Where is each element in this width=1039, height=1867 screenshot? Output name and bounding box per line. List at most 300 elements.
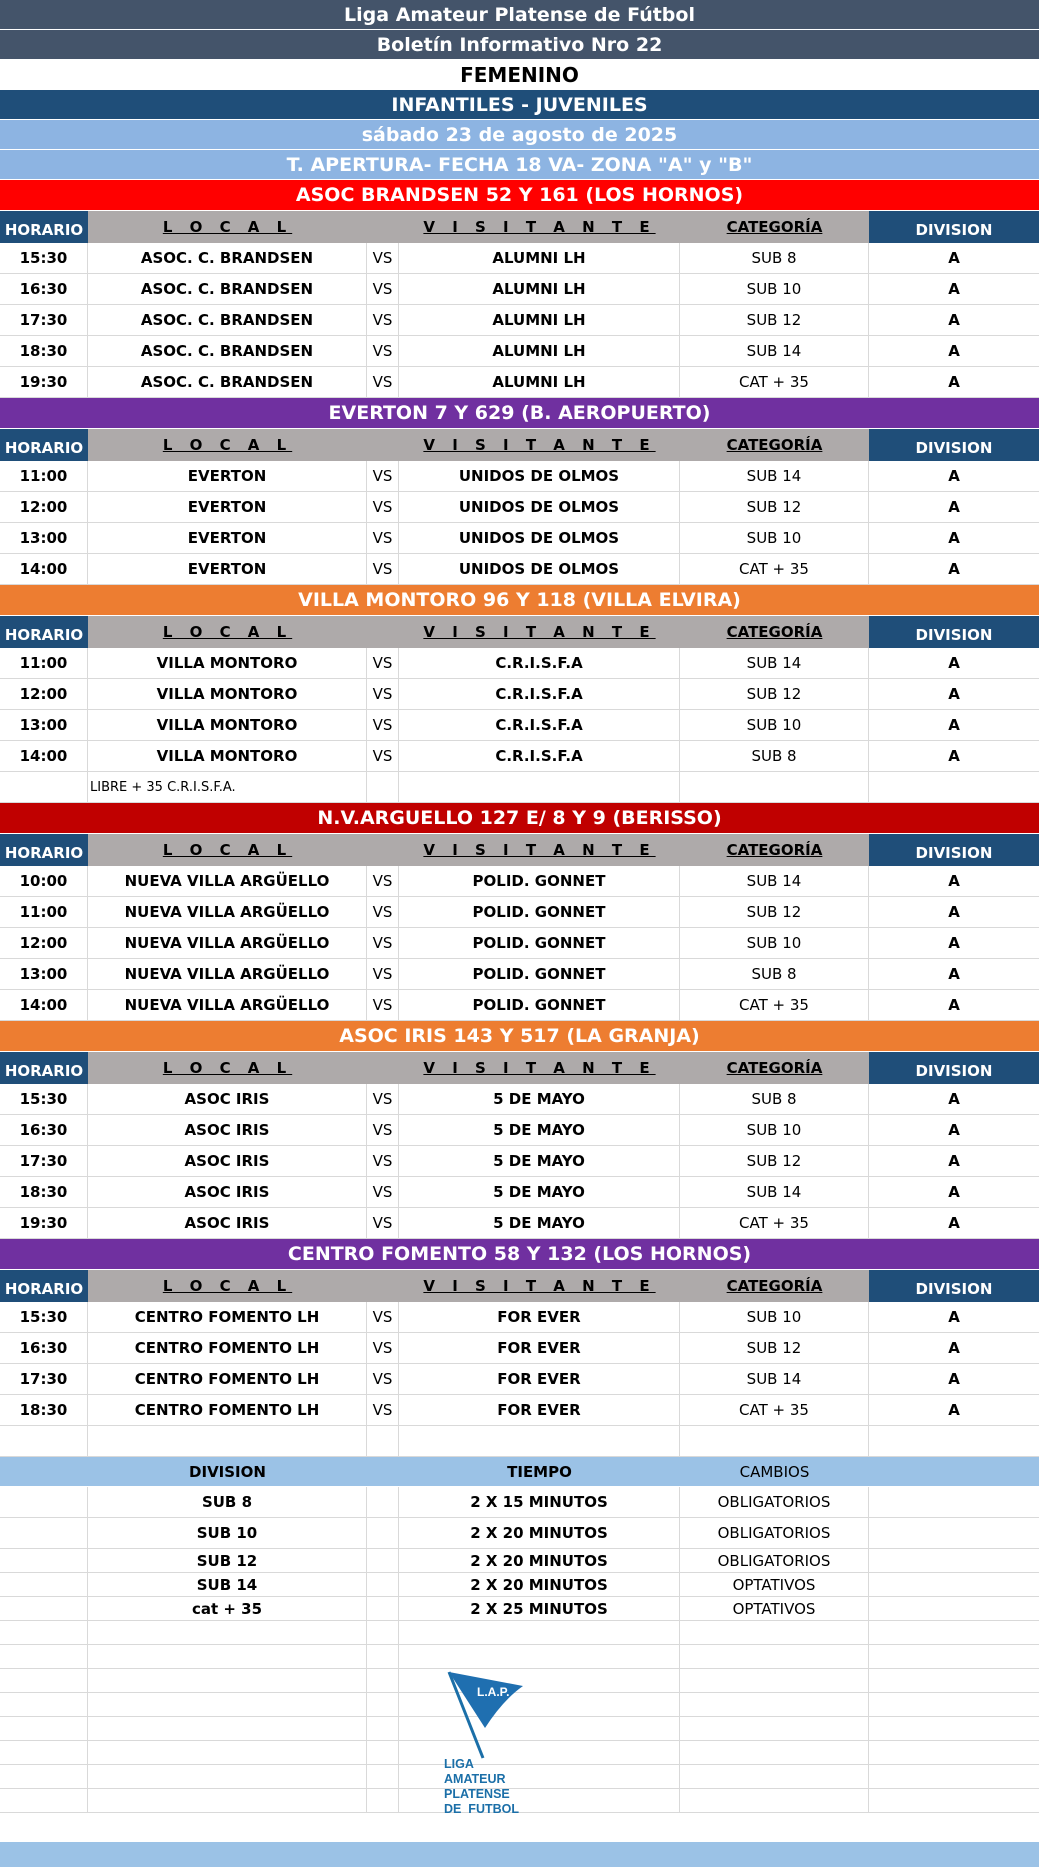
empty-cell (869, 1457, 1039, 1486)
header-local: L O C A L (88, 834, 367, 866)
match-time: 18:30 (0, 1395, 88, 1425)
match-time: 12:00 (0, 928, 88, 958)
header-division: DIVISION (869, 1270, 1039, 1302)
summary-row (0, 1549, 1039, 1573)
bye-note-row (0, 772, 1039, 803)
empty-cell (367, 1669, 399, 1692)
empty-cell (88, 1717, 367, 1740)
summary-changes: OBLIGATORIOS (680, 1487, 869, 1517)
match-division: A (948, 1121, 960, 1139)
match-local: VILLA MONTORO (88, 741, 367, 771)
empty-cell (869, 1426, 1039, 1456)
empty-cell (869, 1669, 1039, 1692)
header-local: L O C A L (88, 429, 367, 461)
flag-text: L.A.P. (477, 1685, 510, 1699)
tournament-info: T. APERTURA- FECHA 18 VA- ZONA "A" y "B" (0, 150, 1039, 180)
match-category: SUB 10 (680, 928, 869, 958)
bulletin-number: Boletín Informativo Nro 22 (0, 30, 1039, 60)
summary-header-changes: CAMBIOS (739, 1462, 810, 1481)
match-category: SUB 12 (680, 897, 869, 927)
match-vs: VS (367, 1364, 399, 1394)
match-division: A (948, 467, 960, 485)
empty-cell (88, 1426, 367, 1456)
match-vs: VS (367, 710, 399, 740)
header-local: L O C A L (88, 1052, 367, 1084)
match-category: CAT + 35 (680, 367, 869, 397)
empty-cell (869, 1597, 1039, 1620)
empty-cell (869, 1549, 1039, 1572)
table-row (0, 1084, 1039, 1115)
match-category: SUB 14 (680, 648, 869, 678)
match-local: ASOC. C. BRANDSEN (88, 274, 367, 304)
summary-changes: OBLIGATORIOS (680, 1518, 869, 1548)
match-time: 13:00 (0, 710, 88, 740)
match-visitor: FOR EVER (399, 1333, 680, 1363)
header-category: CATEGORÍA (680, 616, 869, 648)
match-vs: VS (367, 523, 399, 553)
match-division: A (948, 903, 960, 921)
summary-header-time: TIEMPO (507, 1462, 572, 1481)
table-row (0, 1395, 1039, 1426)
match-local: NUEVA VILLA ARGÜELLO (88, 990, 367, 1020)
match-time: 16:30 (0, 1115, 88, 1145)
match-local: EVERTON (88, 523, 367, 553)
match-category: SUB 12 (680, 305, 869, 335)
empty-cell (399, 772, 680, 802)
empty-cell (0, 1693, 88, 1716)
empty-cell (0, 1645, 88, 1668)
match-visitor: FOR EVER (399, 1395, 680, 1425)
match-visitor: POLID. GONNET (399, 928, 680, 958)
empty-cell (88, 1669, 367, 1692)
match-local: ASOC IRIS (88, 1177, 367, 1207)
match-vs: VS (367, 1084, 399, 1114)
match-local: EVERTON (88, 492, 367, 522)
match-vs: VS (367, 461, 399, 491)
empty-cell (367, 772, 399, 802)
table-row (0, 679, 1039, 710)
logo-line: PLATENSE (444, 1787, 510, 1801)
empty-cell (0, 1621, 88, 1644)
header-local: L O C A L (88, 1270, 367, 1302)
match-division: A (948, 529, 960, 547)
match-vs: VS (367, 866, 399, 896)
match-category: CAT + 35 (680, 1208, 869, 1238)
table-row (0, 1208, 1039, 1239)
table-header-row (0, 429, 1039, 461)
match-visitor: ALUMNI LH (399, 336, 680, 366)
match-visitor: UNIDOS DE OLMOS (399, 492, 680, 522)
logo-line: DE FUTBOL (444, 1802, 519, 1816)
match-date: sábado 23 de agosto de 2025 (0, 120, 1039, 150)
match-division: A (948, 747, 960, 765)
match-division: A (948, 311, 960, 329)
table-header-row (0, 1052, 1039, 1084)
table-row (0, 1146, 1039, 1177)
match-division: A (948, 280, 960, 298)
header-visitor: V I S I T A N T E (399, 429, 680, 461)
match-time: 14:00 (0, 990, 88, 1020)
empty-cell (869, 1789, 1039, 1812)
match-category: CAT + 35 (680, 1395, 869, 1425)
empty-cell (367, 1645, 399, 1668)
match-time: 13:00 (0, 523, 88, 553)
venue-title: CENTRO FOMENTO 58 Y 132 (LOS HORNOS) (0, 1239, 1039, 1270)
match-local: EVERTON (88, 461, 367, 491)
venue-title: VILLA MONTORO 96 Y 118 (VILLA ELVIRA) (0, 585, 1039, 616)
summary-time: 2 X 15 MINUTOS (399, 1487, 680, 1517)
match-visitor: C.R.I.S.F.A (399, 679, 680, 709)
empty-cell (399, 1645, 680, 1668)
header-vs (367, 616, 399, 648)
table-row (0, 959, 1039, 990)
category-group: INFANTILES - JUVENILES (0, 90, 1039, 120)
header-division: DIVISION (869, 211, 1039, 243)
header-time: HORARIO (0, 834, 88, 866)
header-vs (367, 1052, 399, 1084)
match-time: 18:30 (0, 1177, 88, 1207)
match-local: VILLA MONTORO (88, 710, 367, 740)
header-division: DIVISION (869, 834, 1039, 866)
match-local: VILLA MONTORO (88, 679, 367, 709)
empty-cell (869, 1621, 1039, 1644)
header-vs (367, 1270, 399, 1302)
spacer-row (0, 1426, 1039, 1457)
match-vs: VS (367, 679, 399, 709)
empty-cell (88, 1645, 367, 1668)
match-local: EVERTON (88, 554, 367, 584)
match-category: SUB 8 (680, 243, 869, 273)
match-category: SUB 8 (680, 959, 869, 989)
table-row (0, 928, 1039, 959)
empty-cell (88, 1693, 367, 1716)
table-row (0, 1302, 1039, 1333)
summary-changes: OPTATIVOS (680, 1597, 869, 1620)
empty-cell (0, 1426, 88, 1456)
match-time: 19:30 (0, 1208, 88, 1238)
logo-line: LIGA (444, 1757, 474, 1771)
match-division: A (948, 996, 960, 1014)
empty-cell (399, 1426, 680, 1456)
empty-cell (680, 1669, 869, 1692)
empty-cell (88, 1621, 367, 1644)
match-time: 16:30 (0, 274, 88, 304)
match-time: 17:30 (0, 1146, 88, 1176)
match-time: 15:30 (0, 1302, 88, 1332)
empty-cell (680, 1426, 869, 1456)
match-visitor: FOR EVER (399, 1364, 680, 1394)
match-vs: VS (367, 305, 399, 335)
empty-cell (869, 1693, 1039, 1716)
empty-cell (869, 1645, 1039, 1668)
match-category: SUB 10 (680, 274, 869, 304)
empty-cell (88, 1789, 367, 1812)
match-division: A (948, 934, 960, 952)
match-time: 15:30 (0, 243, 88, 273)
match-visitor: UNIDOS DE OLMOS (399, 554, 680, 584)
bye-note: LIBRE + 35 C.R.I.S.F.A. (88, 772, 367, 802)
header-time: HORARIO (0, 211, 88, 243)
pennant-flag-icon (441, 1670, 541, 1760)
match-division: A (948, 1370, 960, 1388)
table-row (0, 1115, 1039, 1146)
match-vs: VS (367, 1208, 399, 1238)
match-local: ASOC IRIS (88, 1084, 367, 1114)
summary-division: SUB 10 (88, 1518, 367, 1548)
empty-cell (869, 1518, 1039, 1548)
table-row (0, 648, 1039, 679)
empty-cell (367, 1765, 399, 1788)
empty-cell (680, 1645, 869, 1668)
match-division: A (948, 1214, 960, 1232)
match-visitor: C.R.I.S.F.A (399, 741, 680, 771)
header-visitor: V I S I T A N T E (399, 1270, 680, 1302)
match-visitor: POLID. GONNET (399, 990, 680, 1020)
match-local: ASOC. C. BRANDSEN (88, 336, 367, 366)
match-visitor: 5 DE MAYO (399, 1177, 680, 1207)
match-visitor: 5 DE MAYO (399, 1115, 680, 1145)
match-time: 11:00 (0, 897, 88, 927)
match-time: 18:30 (0, 336, 88, 366)
empty-cell (367, 1518, 399, 1548)
summary-division: SUB 12 (88, 1549, 367, 1572)
match-vs: VS (367, 554, 399, 584)
empty-cell (0, 1717, 88, 1740)
match-local: NUEVA VILLA ARGÜELLO (88, 866, 367, 896)
empty-cell (869, 1487, 1039, 1517)
header-vs (367, 429, 399, 461)
match-local: CENTRO FOMENTO LH (88, 1364, 367, 1394)
match-time: 16:30 (0, 1333, 88, 1363)
logo-line: AMATEUR (444, 1772, 506, 1786)
match-division: A (948, 1339, 960, 1357)
match-local: NUEVA VILLA ARGÜELLO (88, 928, 367, 958)
match-vs: VS (367, 1333, 399, 1363)
match-local: CENTRO FOMENTO LH (88, 1302, 367, 1332)
summary-changes: OBLIGATORIOS (680, 1549, 869, 1572)
match-local: VILLA MONTORO (88, 648, 367, 678)
empty-cell (680, 772, 869, 802)
summary-division: cat + 35 (88, 1597, 367, 1620)
match-visitor: C.R.I.S.F.A (399, 710, 680, 740)
table-row (0, 274, 1039, 305)
empty-cell (88, 1741, 367, 1764)
match-visitor: C.R.I.S.F.A (399, 648, 680, 678)
match-local: ASOC. C. BRANDSEN (88, 305, 367, 335)
section-title: FEMENINO (0, 60, 1039, 90)
match-category: SUB 12 (680, 1146, 869, 1176)
match-category: CAT + 35 (680, 990, 869, 1020)
match-division: A (948, 1401, 960, 1419)
match-category: CAT + 35 (680, 554, 869, 584)
match-vs: VS (367, 741, 399, 771)
empty-cell (367, 1573, 399, 1596)
header-time: HORARIO (0, 616, 88, 648)
header-time: HORARIO (0, 1052, 88, 1084)
empty-cell (0, 1741, 88, 1764)
summary-time: 2 X 20 MINUTOS (399, 1549, 680, 1572)
header-category: CATEGORÍA (680, 211, 869, 243)
table-header-row (0, 1270, 1039, 1302)
match-category: SUB 14 (680, 336, 869, 366)
empty-cell (0, 1518, 88, 1548)
summary-row (0, 1573, 1039, 1597)
match-local: CENTRO FOMENTO LH (88, 1333, 367, 1363)
empty-cell (367, 1741, 399, 1764)
match-vs: VS (367, 336, 399, 366)
venues-container (0, 180, 1039, 1457)
table-row (0, 461, 1039, 492)
summary-division: SUB 14 (88, 1573, 367, 1596)
match-visitor: FOR EVER (399, 1302, 680, 1332)
empty-cell (869, 1717, 1039, 1740)
header-category: CATEGORÍA (680, 834, 869, 866)
match-visitor: 5 DE MAYO (399, 1084, 680, 1114)
header-local: L O C A L (88, 211, 367, 243)
empty-cell (0, 1549, 88, 1572)
match-visitor: 5 DE MAYO (399, 1208, 680, 1238)
match-division: A (948, 249, 960, 267)
match-category: SUB 12 (680, 679, 869, 709)
venue-title: ASOC BRANDSEN 52 Y 161 (LOS HORNOS) (0, 180, 1039, 211)
summary-time: 2 X 20 MINUTOS (399, 1518, 680, 1548)
empty-cell (0, 1487, 88, 1517)
header-category: CATEGORÍA (680, 429, 869, 461)
match-vs: VS (367, 648, 399, 678)
table-row (0, 990, 1039, 1021)
header-vs (367, 211, 399, 243)
table-header-row (0, 834, 1039, 866)
match-time: 12:00 (0, 492, 88, 522)
match-division: A (948, 373, 960, 391)
match-category: SUB 10 (680, 710, 869, 740)
table-row (0, 305, 1039, 336)
table-row (0, 897, 1039, 928)
match-local: ASOC. C. BRANDSEN (88, 367, 367, 397)
table-row (0, 710, 1039, 741)
header-time: HORARIO (0, 429, 88, 461)
header-division: DIVISION (869, 1052, 1039, 1084)
header-time: HORARIO (0, 1270, 88, 1302)
match-local: NUEVA VILLA ARGÜELLO (88, 897, 367, 927)
table-row (0, 866, 1039, 897)
empty-row (0, 1645, 1039, 1669)
match-vs: VS (367, 367, 399, 397)
match-time: 12:00 (0, 679, 88, 709)
match-visitor: 5 DE MAYO (399, 1146, 680, 1176)
header-visitor: V I S I T A N T E (399, 1052, 680, 1084)
match-local: ASOC IRIS (88, 1208, 367, 1238)
venue-title: N.V.ARGUELLO 127 E/ 8 Y 9 (BERISSO) (0, 803, 1039, 834)
table-row (0, 554, 1039, 585)
match-local: CENTRO FOMENTO LH (88, 1395, 367, 1425)
match-visitor: ALUMNI LH (399, 243, 680, 273)
empty-cell (0, 1597, 88, 1620)
header-category: CATEGORÍA (680, 1052, 869, 1084)
match-division: A (948, 498, 960, 516)
logo-text (444, 1757, 519, 1817)
empty-cell (680, 1717, 869, 1740)
table-row (0, 492, 1039, 523)
empty-cell (0, 1765, 88, 1788)
empty-cell (367, 1789, 399, 1812)
match-local: NUEVA VILLA ARGÜELLO (88, 959, 367, 989)
table-header-row (0, 616, 1039, 648)
match-vs: VS (367, 990, 399, 1020)
match-time: 11:00 (0, 461, 88, 491)
match-category: SUB 14 (680, 866, 869, 896)
match-vs: VS (367, 274, 399, 304)
match-category: SUB 10 (680, 1115, 869, 1145)
match-division: A (948, 1308, 960, 1326)
header-vs (367, 834, 399, 866)
empty-cell (869, 772, 1039, 802)
header-visitor: V I S I T A N T E (399, 834, 680, 866)
match-category: SUB 10 (680, 1302, 869, 1332)
match-time: 17:30 (0, 305, 88, 335)
match-division: A (948, 560, 960, 578)
match-visitor: POLID. GONNET (399, 959, 680, 989)
match-time: 11:00 (0, 648, 88, 678)
table-row (0, 336, 1039, 367)
summary-header-division: DIVISION (189, 1462, 266, 1481)
match-category: SUB 14 (680, 1177, 869, 1207)
table-row (0, 1333, 1039, 1364)
match-division: A (948, 716, 960, 734)
footer-bar (0, 1842, 1039, 1867)
match-visitor: POLID. GONNET (399, 897, 680, 927)
match-time: 14:00 (0, 554, 88, 584)
empty-cell (680, 1693, 869, 1716)
match-vs: VS (367, 1395, 399, 1425)
empty-cell (88, 1765, 367, 1788)
match-division: A (948, 685, 960, 703)
match-vs: VS (367, 1146, 399, 1176)
match-category: SUB 10 (680, 523, 869, 553)
match-division: A (948, 965, 960, 983)
match-category: SUB 8 (680, 1084, 869, 1114)
empty-cell (680, 1789, 869, 1812)
summary-row (0, 1518, 1039, 1549)
match-local: ASOC IRIS (88, 1146, 367, 1176)
match-visitor: ALUMNI LH (399, 305, 680, 335)
match-vs: VS (367, 1302, 399, 1332)
empty-cell (367, 1717, 399, 1740)
match-visitor: ALUMNI LH (399, 367, 680, 397)
match-vs: VS (367, 243, 399, 273)
empty-cell (367, 1457, 399, 1486)
table-row (0, 741, 1039, 772)
header-category: CATEGORÍA (680, 1270, 869, 1302)
empty-cell (680, 1621, 869, 1644)
venue-title: ASOC IRIS 143 Y 517 (LA GRANJA) (0, 1021, 1039, 1052)
match-division: A (948, 654, 960, 672)
empty-cell (869, 1741, 1039, 1764)
summary-changes: OPTATIVOS (680, 1573, 869, 1596)
empty-cell (367, 1621, 399, 1644)
match-vs: VS (367, 897, 399, 927)
empty-cell (367, 1549, 399, 1572)
match-vs: VS (367, 959, 399, 989)
empty-cell (869, 1573, 1039, 1596)
venue-title: EVERTON 7 Y 629 (B. AEROPUERTO) (0, 398, 1039, 429)
summary-header-row (0, 1457, 1039, 1487)
empty-cell (367, 1426, 399, 1456)
summary-table (0, 1457, 1039, 1621)
empty-cell (0, 1789, 88, 1812)
match-local: ASOC. C. BRANDSEN (88, 243, 367, 273)
header-division: DIVISION (869, 429, 1039, 461)
